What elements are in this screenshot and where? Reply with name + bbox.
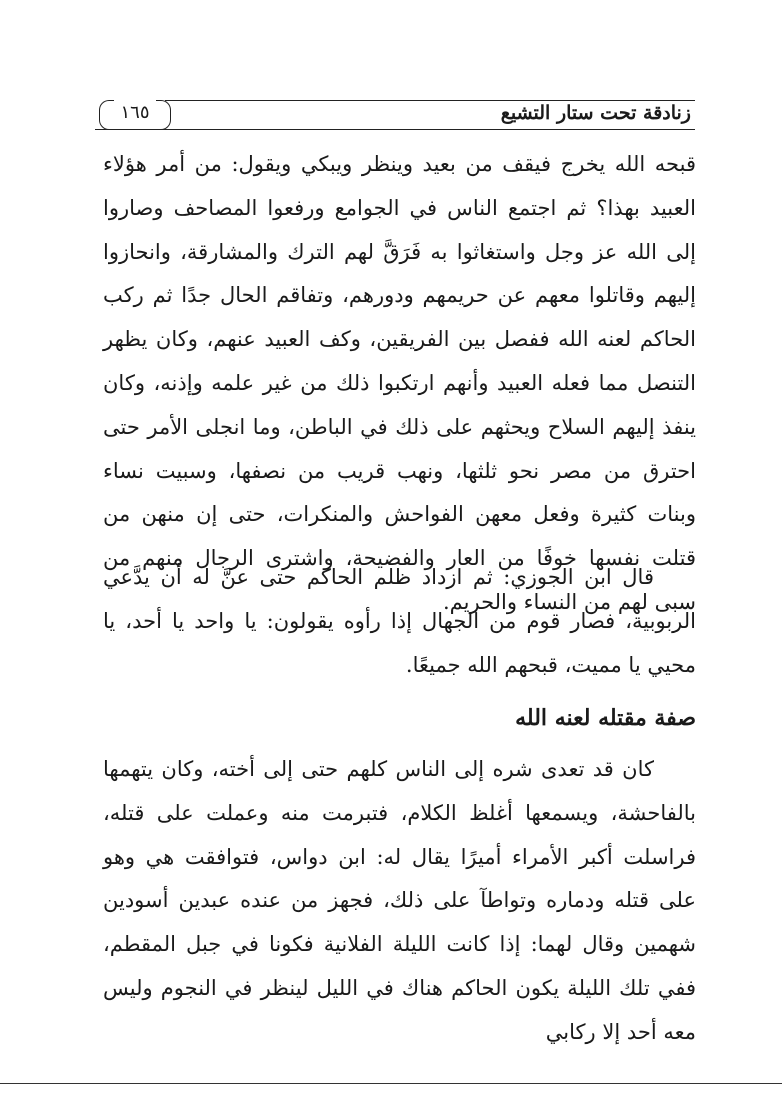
paragraph-1: قبحه الله يخرج فيقف من بعيد وينظر ويبكي ويقول: من أمر هؤلاء العبيد بهذا؟ ثم اجتمع الناس في الجوامع ورفعوا المصاحف وصاروا إلى الله عز وجل واستغاثوا به فَرَقَّ لهم الترك والمشارقة، وانحازوا إليهم وقاتلوا معهم عن حريمهم ودورهم، وتفاقم الحال جدًا ثم ركب الحاكم لعنه الله ففصل بين الفريقين، وكف العبيد عنهم، وكان يظهر التنصل مما فعله العبيد وأنهم ارتكبوا ذلك من غير علمه وإذنه، وكان ينفذ إليهم السلاح ويحثهم على ذلك في الباطن، وما انجلى الأمر حتى احترق من مصر نحو ثلثها، ونهب قريب من نصفها، وسبيت نساء وبنات كثيرة وفعل معهن الفواحش والمنكرات، حتى إن منهن من قتلت نفسها خوفًا من العار والفضيحة، واشترى الرجال منهم من سبى لهم من النساء والحريم. bbox=[103, 152, 696, 614]
page-number-frame bbox=[99, 100, 171, 129]
header-top-rule bbox=[165, 100, 695, 101]
page-number-bracket-left bbox=[99, 100, 114, 130]
header-rule bbox=[95, 129, 695, 130]
book-title: زنادقة تحت ستار التشيع bbox=[500, 102, 691, 124]
footer-rule bbox=[0, 1083, 782, 1084]
page-number: ١٦٥ bbox=[120, 102, 150, 123]
paragraph-3: كان قد تعدى شره إلى الناس كلهم حتى إلى أخته، وكان يتهمها بالفاحشة، ويسمعها أغلظ الكلام، فتبرمت منه وعملت على قتله، فراسلت أكبر الأمراء أميرًا يقال له: ابن دواس، فتوافقت هي وهو على قتله ودماره وتواطآ على ذلك، فجهز من عنده عبدين أسودين شهمين وقال لهما: إذا كانت الليلة الفلانية فكونا في جبل المقطم، ففي تلك الليلة يكون الحاكم هناك في الليل لينظر في النجوم وليس معه أحد إلا ركابي bbox=[103, 757, 696, 1044]
page-number-bracket-right bbox=[156, 100, 171, 130]
paragraph-2: قال ابن الجوزي: ثم ازداد ظلم الحاكم حتى عنَّ له أن يدَّعي الربوبية، فصار قوم من الجهال إذا رأوه يقولون: يا واحد يا أحد، يا محيي يا مميت، قبحهم الله جميعًا. bbox=[103, 565, 696, 677]
section-heading: صفة مقتله لعنه الله bbox=[515, 705, 696, 731]
running-header bbox=[95, 100, 695, 130]
